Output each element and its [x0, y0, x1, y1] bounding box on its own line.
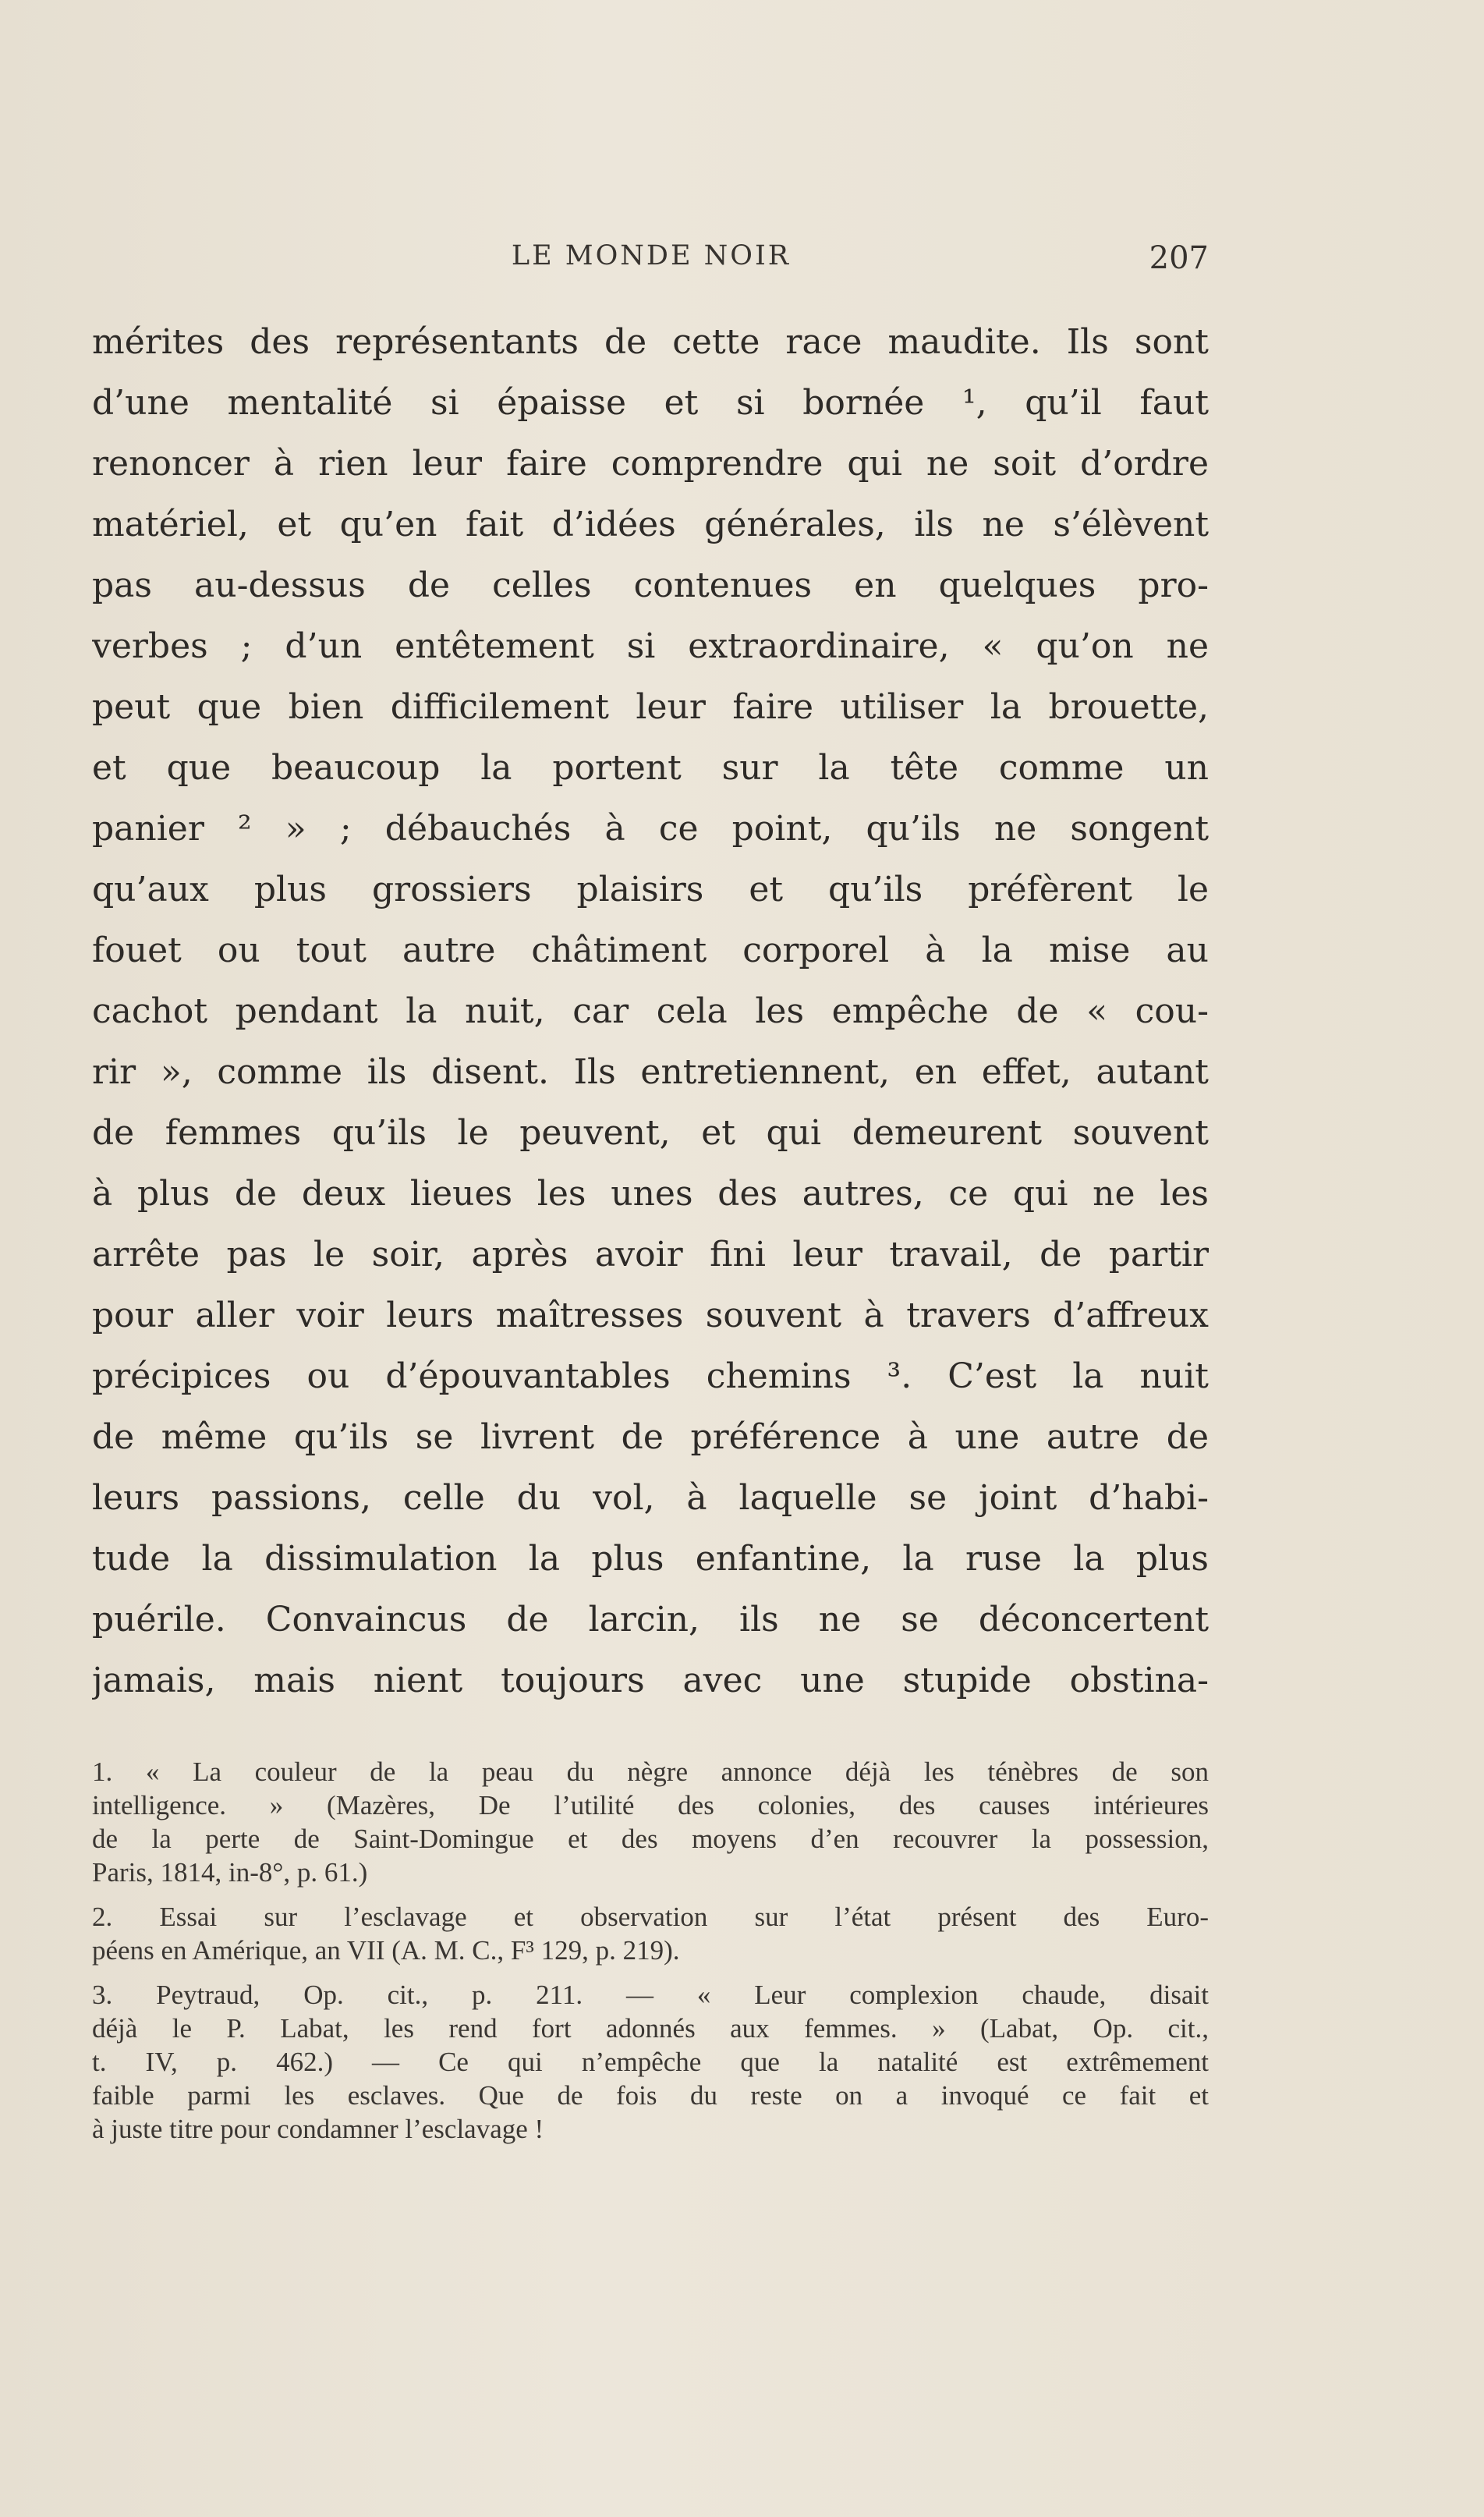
body-text: [92, 312, 1209, 1711]
body-line: cachot pendant la nuit, car cela les empêche de « cou-: [92, 991, 1209, 1031]
body-line: précipices ou d’épouvantables chemins ³. C’est la nuit: [92, 1356, 1209, 1396]
body-line: et que beaucoup la portent sur la tête comme un: [92, 748, 1209, 788]
body-line: rir », comme ils disent. Ils entretiennent, en effet, autant: [92, 1052, 1209, 1092]
body-line: fouet ou tout autre châtiment corporel à la mise au: [92, 931, 1209, 970]
footnotes: [92, 1755, 1209, 2146]
footnote-line: 3. Peytraud, Op. cit., p. 211. — « Leur complexion chaude, disait: [92, 1980, 1209, 2010]
footnote-line: déjà le P. Labat, les rend fort adonnés aux femmes. » (Labat, Op. cit.,: [92, 2013, 1209, 2044]
body-line: d’une mentalité si épaisse et si bornée ¹, qu’il faut: [92, 383, 1209, 423]
body-line: jamais, mais nient toujours avec une stupide obstina-: [92, 1661, 1209, 1700]
body-line: renoncer à rien leur faire comprendre qui ne soit d’ordre: [92, 444, 1209, 484]
body-line: puérile. Convaincus de larcin, ils ne se déconcertent: [92, 1600, 1209, 1640]
running-head: [94, 240, 1209, 284]
body-line: verbes ; d’un entêtement si extraordinaire, « qu’on ne: [92, 626, 1209, 666]
footnote-2: [92, 1900, 1209, 1967]
footnote-line: 1. « La couleur de la peau du nègre annonce déjà les ténèbres de son: [92, 1757, 1209, 1787]
running-title: LE MONDE NOIR: [511, 240, 792, 271]
body-line: panier ² » ; débauchés à ce point, qu’ils ne songent: [92, 809, 1209, 849]
footnote-1: [92, 1755, 1209, 1889]
footnote-line: à juste titre pour condamner l’esclavage !: [92, 2114, 544, 2144]
footnote-line: faible parmi les esclaves. Que de fois du reste on a invoqué ce fait et: [92, 2080, 1209, 2111]
body-line: de même qu’ils se livrent de préférence à une autre de: [92, 1417, 1209, 1457]
body-line: de femmes qu’ils le peuvent, et qui demeurent souvent: [92, 1113, 1209, 1153]
footnote-line: 2. Essai sur l’esclavage et observation sur l’état présent des Euro-: [92, 1902, 1209, 1932]
body-line: qu’aux plus grossiers plaisirs et qu’ils préfèrent le: [92, 870, 1209, 909]
body-line: peut que bien difficilement leur faire utiliser la brouette,: [92, 687, 1209, 727]
page-number: 207: [1149, 240, 1209, 276]
footnote-line: de la perte de Saint-Domingue et des moyens d’en recouvrer la possession,: [92, 1824, 1209, 1854]
body-line: mérites des représentants de cette race maudite. Ils sont: [92, 322, 1209, 362]
footnote-line: t. IV, p. 462.) — Ce qui n’empêche que la natalité est extrêmement: [92, 2047, 1209, 2077]
body-line: pour aller voir leurs maîtresses souvent à travers d’affreux: [92, 1296, 1209, 1335]
footnote-3: [92, 1978, 1209, 2146]
body-line: à plus de deux lieues les unes des autres, ce qui ne les: [92, 1174, 1209, 1214]
footnote-line: intelligence. » (Mazères, De l’utilité des colonies, des causes intérieures: [92, 1790, 1209, 1820]
body-line: arrête pas le soir, après avoir fini leur travail, de partir: [92, 1235, 1209, 1274]
body-line: matériel, et qu’en fait d’idées générales, ils ne s’élèvent: [92, 505, 1209, 544]
footnote-line: péens en Amérique, an VII (A. M. C., F³ 129, p. 219).: [92, 1935, 680, 1966]
body-line: tude la dissimulation la plus enfantine, la ruse la plus: [92, 1539, 1209, 1579]
body-line: leurs passions, celle du vol, à laquelle se joint d’habi-: [92, 1478, 1209, 1518]
body-line: pas au-dessus de celles contenues en quelques pro-: [92, 565, 1209, 605]
footnote-line: Paris, 1814, in-8°, p. 61.): [92, 1857, 368, 1888]
